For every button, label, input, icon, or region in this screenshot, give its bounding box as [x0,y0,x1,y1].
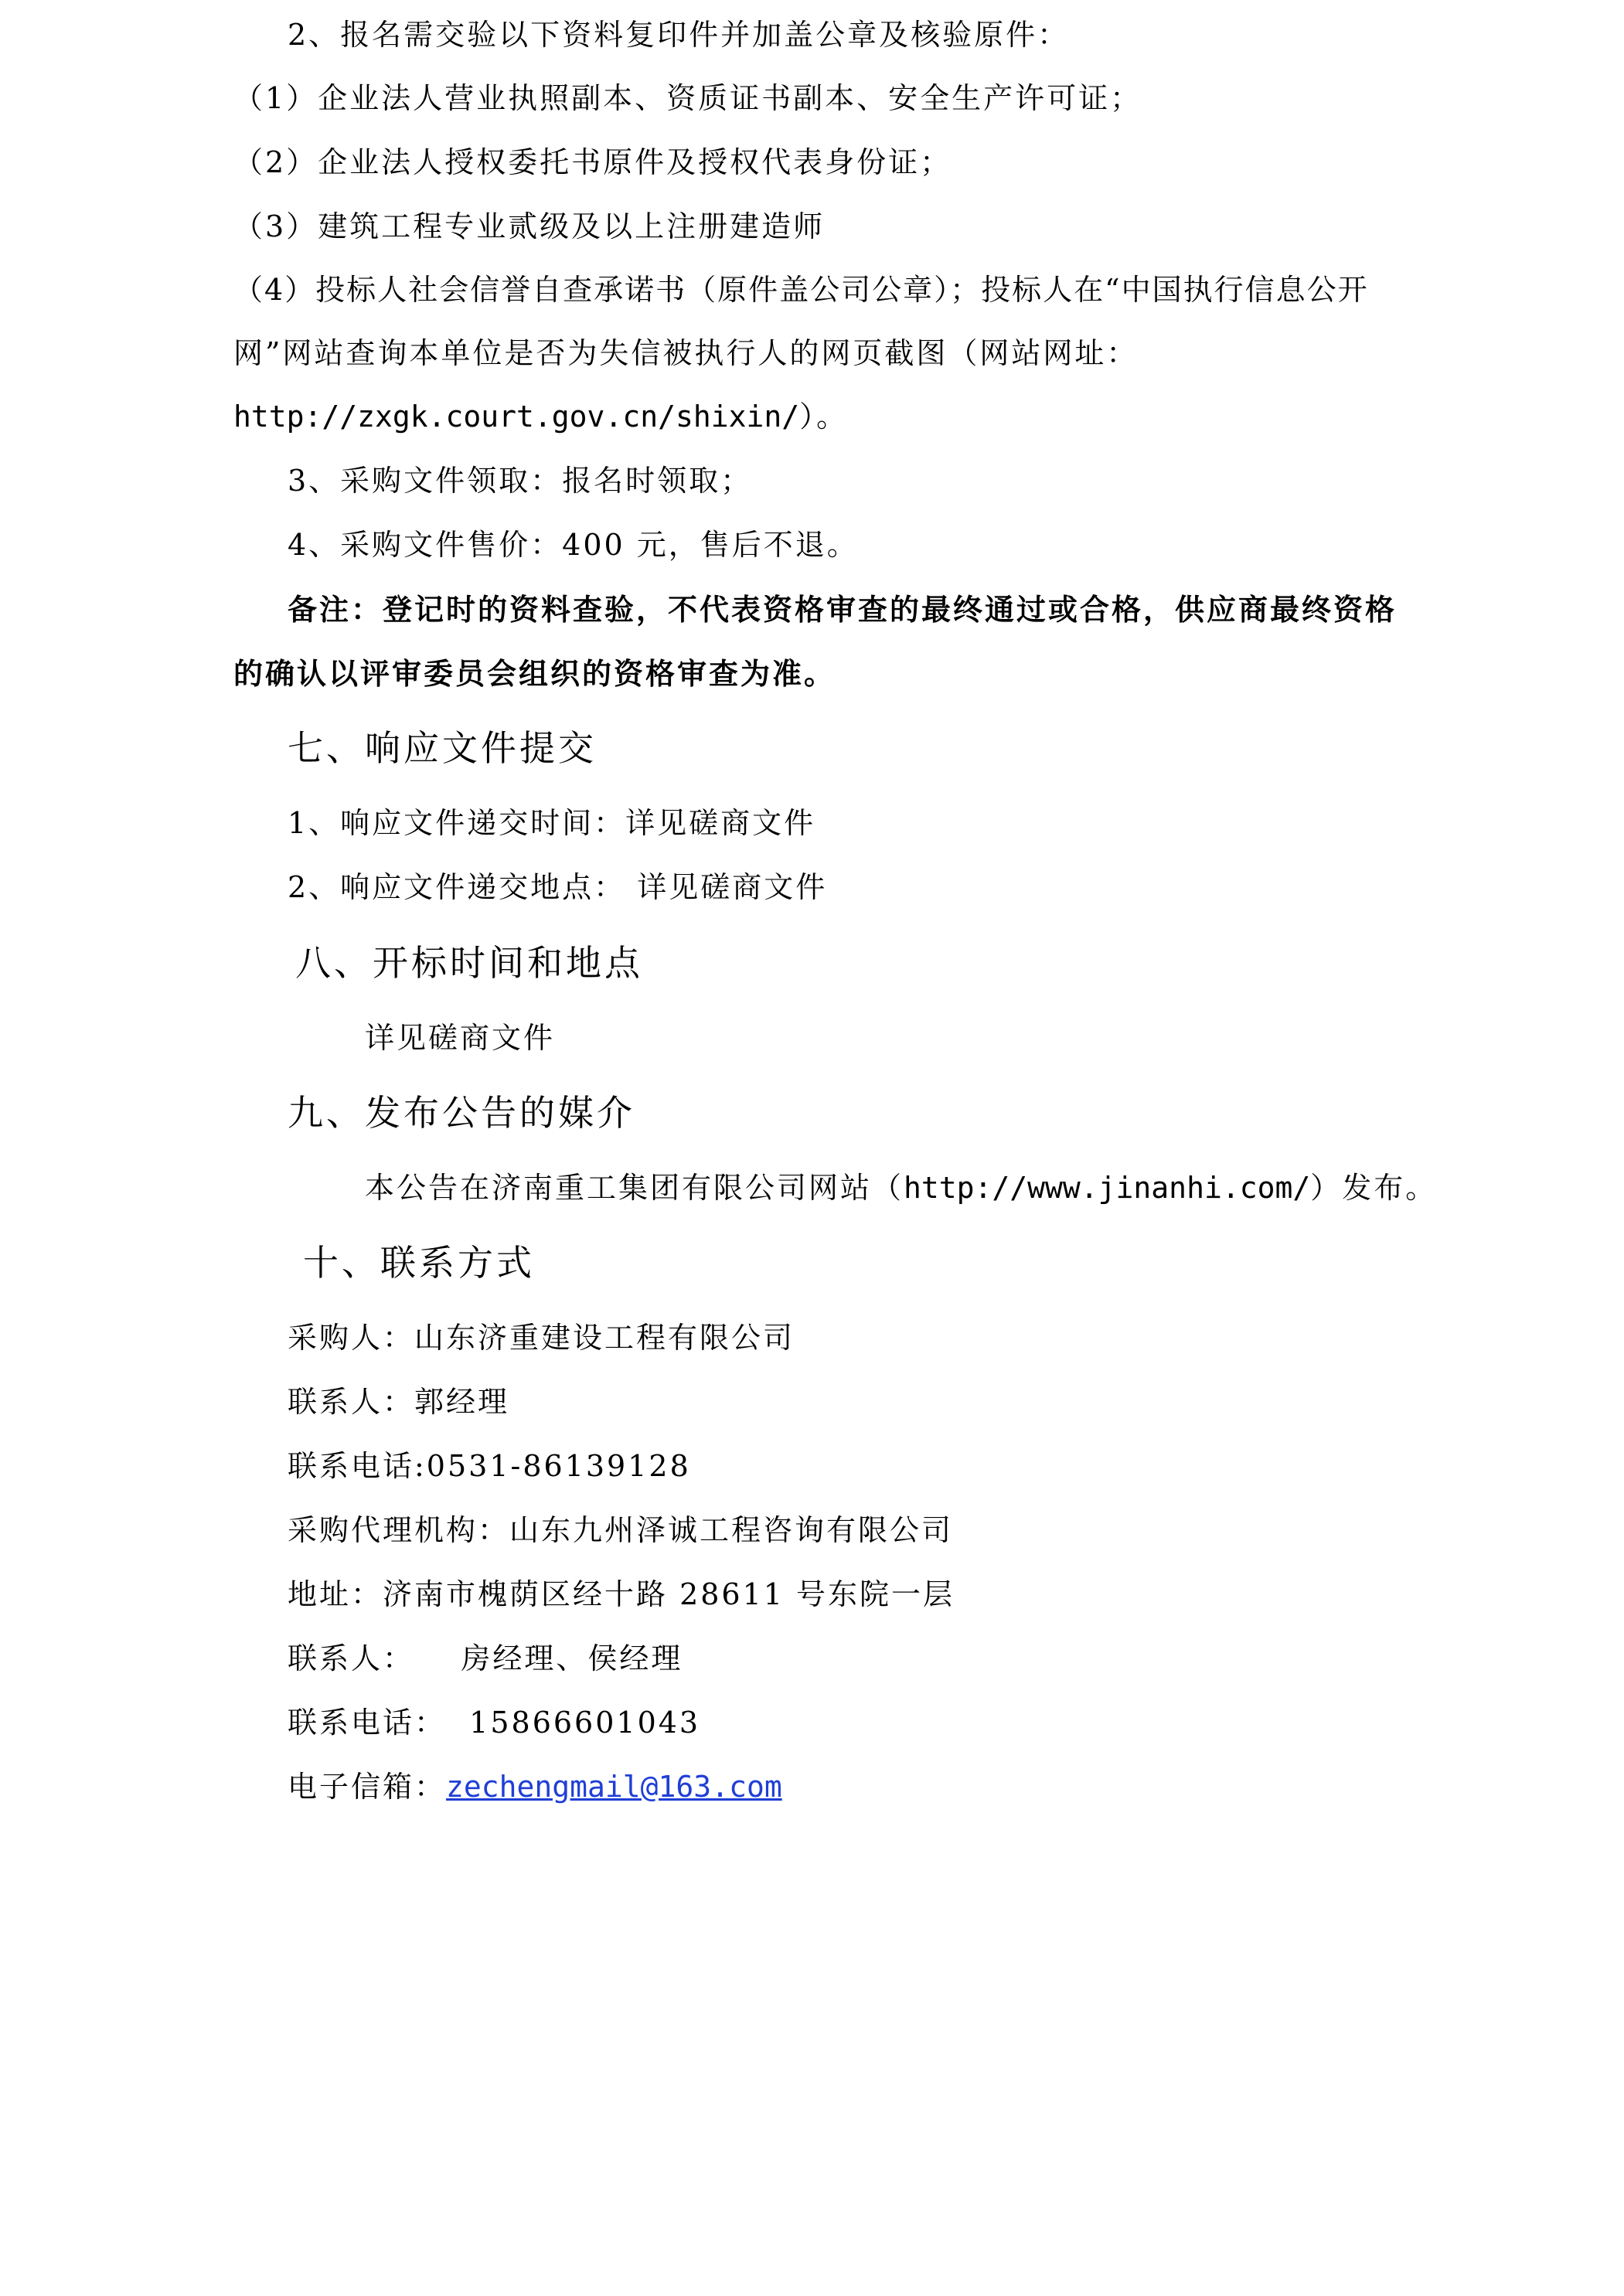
section-10-heading: 十、联系方式 [303,1242,535,1284]
registration-sub-2: （2）企业法人授权委托书原件及授权代表身份证； [233,145,952,179]
registration-note-line-2: 的确认以评审委员会组织的资格审查为准。 [233,656,836,691]
section-9-body [365,1168,1437,1207]
contact-buyer: 采购人：山东济重建设工程有限公司 [288,1321,795,1355]
section-7-item-1: 1、响应文件递交时间：详见磋商文件 [288,806,816,840]
section-8-heading: 八、开标时间和地点 [295,942,643,984]
registration-sub-1: （1）企业法人营业执照副本、资质证书副本、安全生产许可证； [233,81,1142,115]
registration-sub-3: （3）建筑工程专业贰级及以上注册建造师 [233,209,826,243]
registration-sub-4-url-line [233,397,848,436]
contact-address: 地址：济南市槐荫区经十路 28611 号东院一层 [288,1577,955,1611]
section-7-item-2: 2、响应文件递交地点： 详见磋商文件 [288,870,828,904]
section-7-heading: 七、响应文件提交 [288,727,597,769]
section-8-body: 详见磋商文件 [365,1021,556,1055]
section-9-heading: 九、发布公告的媒介 [288,1092,635,1134]
contact-agency-person: 联系人： 房经理、侯经理 [288,1641,683,1675]
registration-item-3: 3、采购文件领取：报名时领取； [288,464,753,498]
registration-sub-4-end: ）。 [799,400,849,434]
contact-buyer-phone: 联系电话:0531-86139128 [288,1449,691,1483]
registration-note-line-1: 备注：登记时的资料查验，不代表资格审查的最终通过或合格，供应商最终资格 [288,592,1398,627]
section-9-body-suffix: ）发布。 [1310,1171,1438,1205]
contact-agency: 采购代理机构：山东九州泽诚工程咨询有限公司 [288,1513,954,1547]
contact-email-line [288,1767,782,1806]
section-9-body-prefix: 本公告在济南重工集团有限公司网站（ [365,1171,904,1205]
executed-info-url: http://zxgk.court.gov.cn/shixin/ [233,400,800,434]
jinanhi-url: http://www.jinanhi.com/ [904,1171,1311,1205]
registration-item-2: 2、报名需交验以下资料复印件并加盖公章及核验原件： [288,18,1070,52]
email-link[interactable]: zechengmail@163.com [446,1770,782,1804]
contact-buyer-person: 联系人：郭经理 [288,1385,510,1419]
registration-item-4: 4、采购文件售价：400 元，售后不退。 [288,528,859,562]
registration-sub-4-line-1: （4）投标人社会信誉自查承诺书（原件盖公司公章）；投标人在“中国执行信息公开 [233,273,1369,307]
registration-sub-4-line-2: 网”网站查询本单位是否为失信被执行人的网页截图（网站网址： [233,336,1139,370]
email-label: 电子信箱： [288,1770,447,1804]
contact-agency-phone: 联系电话： 15866601043 [288,1706,701,1740]
